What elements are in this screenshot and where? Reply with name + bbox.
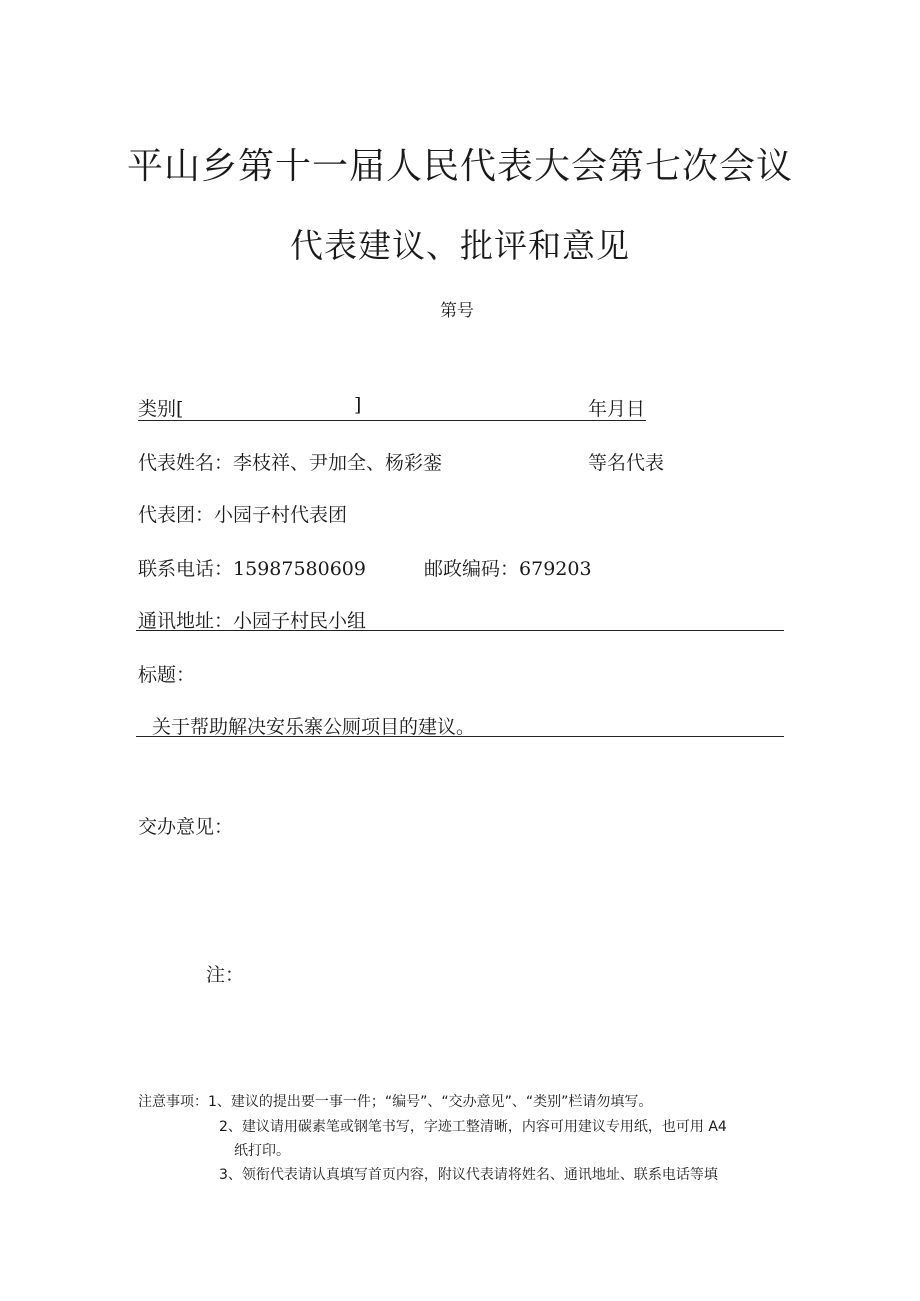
document-title-line1: 平山乡第十一届人民代表大会第七次会议 bbox=[126, 146, 793, 187]
category-label: 类别[ bbox=[138, 398, 184, 420]
instructions-line1 bbox=[138, 1091, 652, 1111]
address-label: 通讯地址： bbox=[138, 610, 234, 632]
rep-name-label: 代表姓名： bbox=[138, 452, 234, 474]
rep-name-value: 李枝祥、尹加全、杨彩銮 bbox=[233, 452, 443, 474]
instructions-heading: 注意事项： bbox=[138, 1094, 208, 1110]
rep-count-suffix: 等名代表 bbox=[588, 452, 665, 474]
instruction-item-3: 3、领衔代表请认真填写首页内容，附议代表请将姓名、通讯地址、联系电话等填 bbox=[219, 1167, 718, 1183]
category-input[interactable] bbox=[186, 396, 356, 418]
instruction-item-2: 2、建议请用碳素笔或钢笔书写，字迹工整清晰，内容可用建议专用纸，也可用 A4 bbox=[219, 1119, 727, 1135]
subject-value: 关于帮助解决安乐寨公厕项目的建议。 bbox=[152, 716, 476, 738]
subject-row bbox=[136, 712, 784, 737]
phone-value: 15987580609 bbox=[233, 558, 366, 580]
delegation-value: 小园子村代表团 bbox=[214, 504, 348, 526]
delegation-label: 代表团： bbox=[138, 504, 215, 526]
note-label: 注： bbox=[206, 964, 245, 986]
rep-name-row bbox=[138, 448, 442, 475]
document-number-label: 第号 bbox=[440, 301, 474, 321]
handling-opinion-label: 交办意见： bbox=[138, 816, 234, 838]
postcode-row bbox=[424, 554, 592, 581]
category-close-bracket: ] bbox=[354, 394, 362, 416]
subject-label: 标题： bbox=[138, 664, 196, 686]
document-title-line2: 代表建议、批评和意见 bbox=[290, 226, 630, 265]
date-label: 年月日 bbox=[588, 398, 646, 420]
delegation-row bbox=[138, 500, 347, 527]
address-value: 小园子村民小组 bbox=[233, 610, 367, 632]
phone-label: 联系电话： bbox=[138, 558, 234, 580]
postcode-value: 679203 bbox=[519, 558, 592, 580]
postcode-label: 邮政编码： bbox=[424, 558, 520, 580]
instruction-item-2-cont: 纸打印。 bbox=[234, 1143, 290, 1159]
category-row bbox=[138, 394, 646, 421]
phone-row bbox=[138, 554, 366, 581]
address-row bbox=[136, 606, 784, 631]
instruction-item-1: 1、建议的提出要一事一件；“编号”、“交办意见”、“类别”栏请勿填写。 bbox=[208, 1094, 653, 1110]
address-text bbox=[138, 606, 366, 633]
